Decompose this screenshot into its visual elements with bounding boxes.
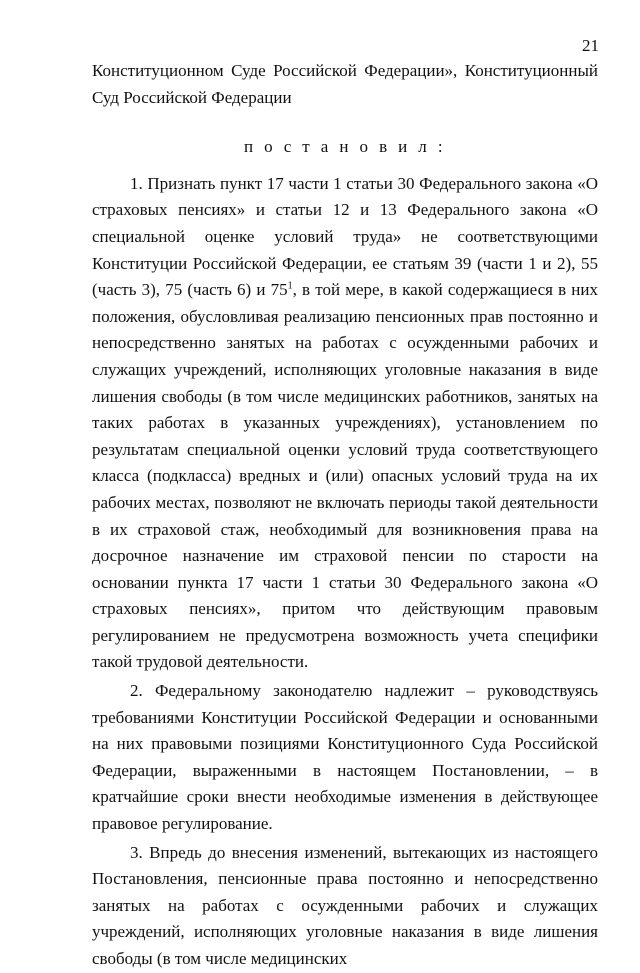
page-number: 21 bbox=[582, 36, 599, 55]
item-1-text-end: , в той мере, в какой содержащиеся в них положения, обусловливая реализацию пенсионных прав постоянно и непосредственно занятых на работах с осужденными рабочих и служащих учреждений, исполняющих уголовные наказания в виде лишения свободы (в том числе медицинских работников, занятых на таких работах в указанных учреждениях), установлением по результатам специальной оценки условий труда соответствующего класса (подкласса) вредных и (или) опасных условий труда на их рабочих местах, позволяют не включать периоды такой деятельности в их страховой стаж, необходимый для возникновения права на досрочное назначение им страховой пенсии по старости на основании пункта 17 части 1 статьи 30 Федерального закона «О страховых пенсиях», притом что действующим правовым регулированием не предусмотрена возможность учета специфики такой трудовой деятельности. bbox=[92, 280, 599, 672]
item-1-superscript: 1 bbox=[287, 280, 293, 292]
resolve-heading: п о с т а н о в и л : bbox=[244, 137, 446, 157]
item-2-paragraph: 2. Федеральному законодателю надлежит – руководствуясь требованиями Конституции Российской Федерации и основанными на них правовыми позициями Конституционного Суда Российской Федерации, выраженными в настоящем Постановлении, – в кратчайшие сроки внести необходимые изменения в действующее правовое регулирование. bbox=[92, 681, 598, 834]
item-1-text-start: 1. Признать пункт 17 части 1 статьи 30 Федерального закона «О страховых пенсиях» и статьи 12 и 13 Федерального закона «О специальной оценке условий труда» не соответствующими Конституции Российской Федерации, ее статьям 39 (части 1 и 2), 55 (часть 3), 75 (часть 6) и 75 bbox=[92, 173, 598, 300]
item-1-paragraph bbox=[92, 171, 598, 676]
intro-paragraph: Конституционном Суде Российской Федерации», Конституционный Суд Российской Федерации bbox=[92, 61, 598, 107]
item-3-paragraph: 3. Впредь до внесения изменений, вытекающих из настоящего Постановления, пенсионные права постоянно и непосредственно занятых на работах с осужденными рабочих и служащих учреждений, исполняющих уголовные наказания в виде лишения свободы (в том числе медицинских bbox=[92, 842, 598, 968]
document-body bbox=[92, 58, 598, 973]
